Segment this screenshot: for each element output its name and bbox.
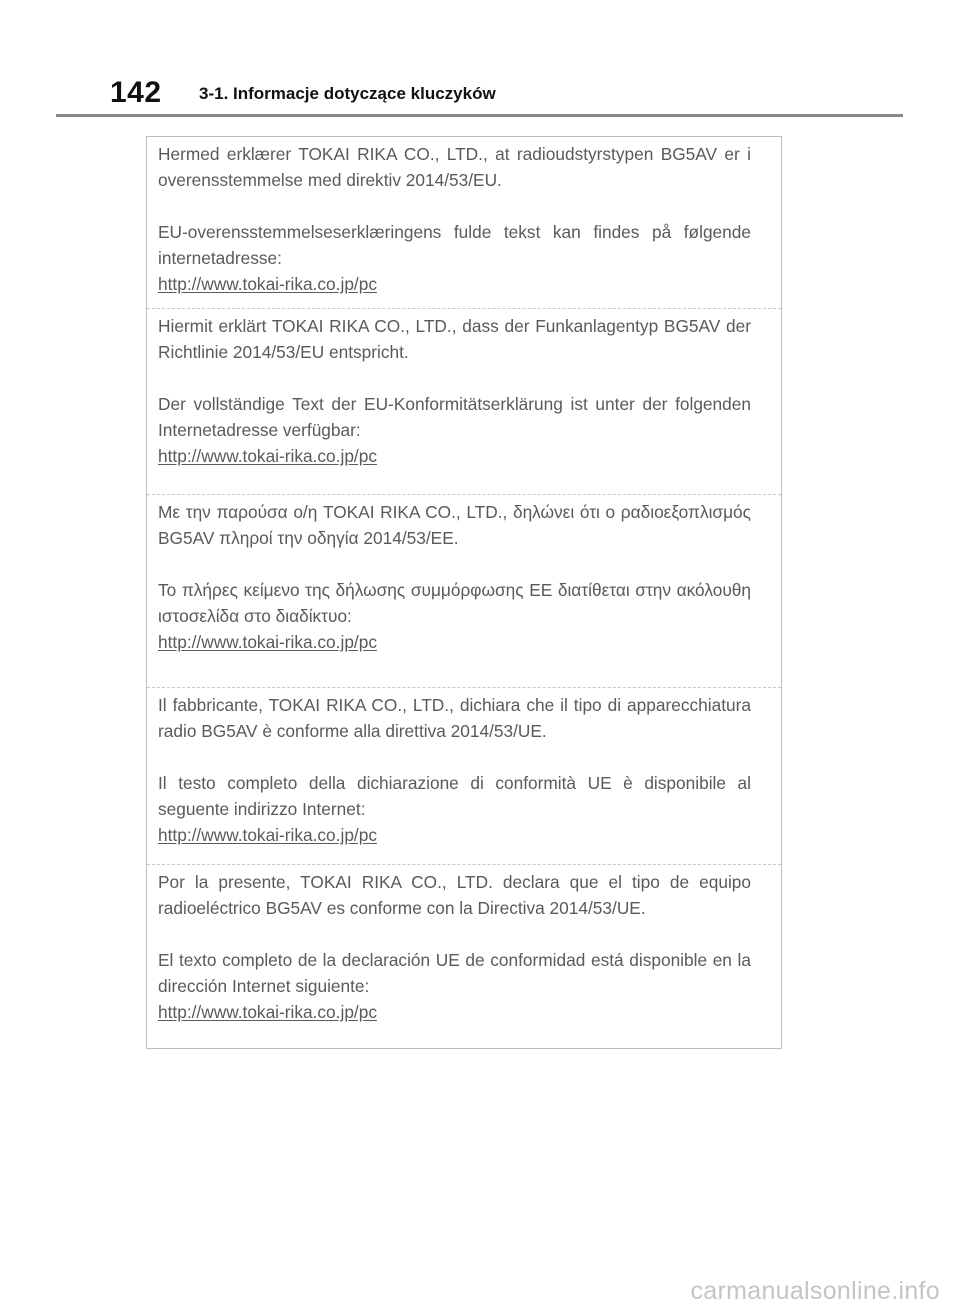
- declaration-block-greek: [147, 495, 781, 688]
- section-title: 3-1. Informacje dotyczące kluczyków: [199, 84, 496, 103]
- declaration-url-link[interactable]: http://www.tokai-rika.co.jp/pc: [158, 632, 377, 652]
- declaration-block-danish: [147, 137, 781, 309]
- declaration-url-link[interactable]: http://www.tokai-rika.co.jp/pc: [158, 274, 377, 294]
- declaration-url-link[interactable]: http://www.tokai-rika.co.jp/pc: [158, 825, 377, 845]
- declaration-availability: El texto completo de la declaración UE de conformidad está disponible en la dirección Internet siguiente:: [158, 950, 751, 996]
- declaration-statement: Hiermit erklärt TOKAI RIKA CO., LTD., dass der Funkanlagentyp BG5AV der Richtlinie 2014/53/EU entspricht.: [158, 316, 751, 362]
- page-header: [56, 76, 903, 117]
- declaration-url-link[interactable]: http://www.tokai-rika.co.jp/pc: [158, 446, 377, 466]
- declaration-url-link[interactable]: http://www.tokai-rika.co.jp/pc: [158, 1002, 377, 1022]
- declaration-statement: Por la presente, TOKAI RIKA CO., LTD. declara que el tipo de equipo radioeléctrico BG5AV es conforme con la Directiva 2014/53/UE.: [158, 872, 751, 918]
- declaration-block-spanish: [147, 865, 781, 1048]
- declaration-availability: Το πλήρες κείμενο της δήλωσης συμμόρφωσης ΕΕ διατίθεται στην ακόλουθη ιστοσελίδα στο διαδίκτυο:: [158, 580, 751, 626]
- declaration-block-italian: [147, 688, 781, 865]
- declaration-statement: Il fabbricante, TOKAI RIKA CO., LTD., dichiara che il tipo di apparecchiatura radio BG5AV è conforme alla direttiva 2014/53/UE.: [158, 695, 751, 741]
- declaration-statement: Hermed erklærer TOKAI RIKA CO., LTD., at radioudstyrstypen BG5AV er i overensstemmelse med direktiv 2014/53/EU.: [158, 144, 751, 190]
- page-number: 142: [110, 76, 162, 109]
- declaration-statement: Με την παρούσα ο/η TOKAI RIKA CO., LTD., δηλώνει ότι ο ραδιοεξοπλισμός BG5AV πληροί την οδηγία 2014/53/ΕΕ.: [158, 502, 751, 548]
- declaration-availability: Il testo completo della dichiarazione di conformità UE è disponibile al seguente indirizzo Internet:: [158, 773, 751, 819]
- declaration-availability: Der vollständige Text der EU-Konformitätserklärung ist unter der folgenden Internetadresse verfügbar:: [158, 394, 751, 440]
- declaration-availability: EU-overensstemmelseserklæringens fulde tekst kan findes på følgende internetadresse:: [158, 222, 751, 268]
- declaration-block-german: [147, 309, 781, 495]
- declaration-of-conformity-box: [146, 136, 782, 1049]
- site-watermark: carmanualsonline.info: [690, 1277, 940, 1305]
